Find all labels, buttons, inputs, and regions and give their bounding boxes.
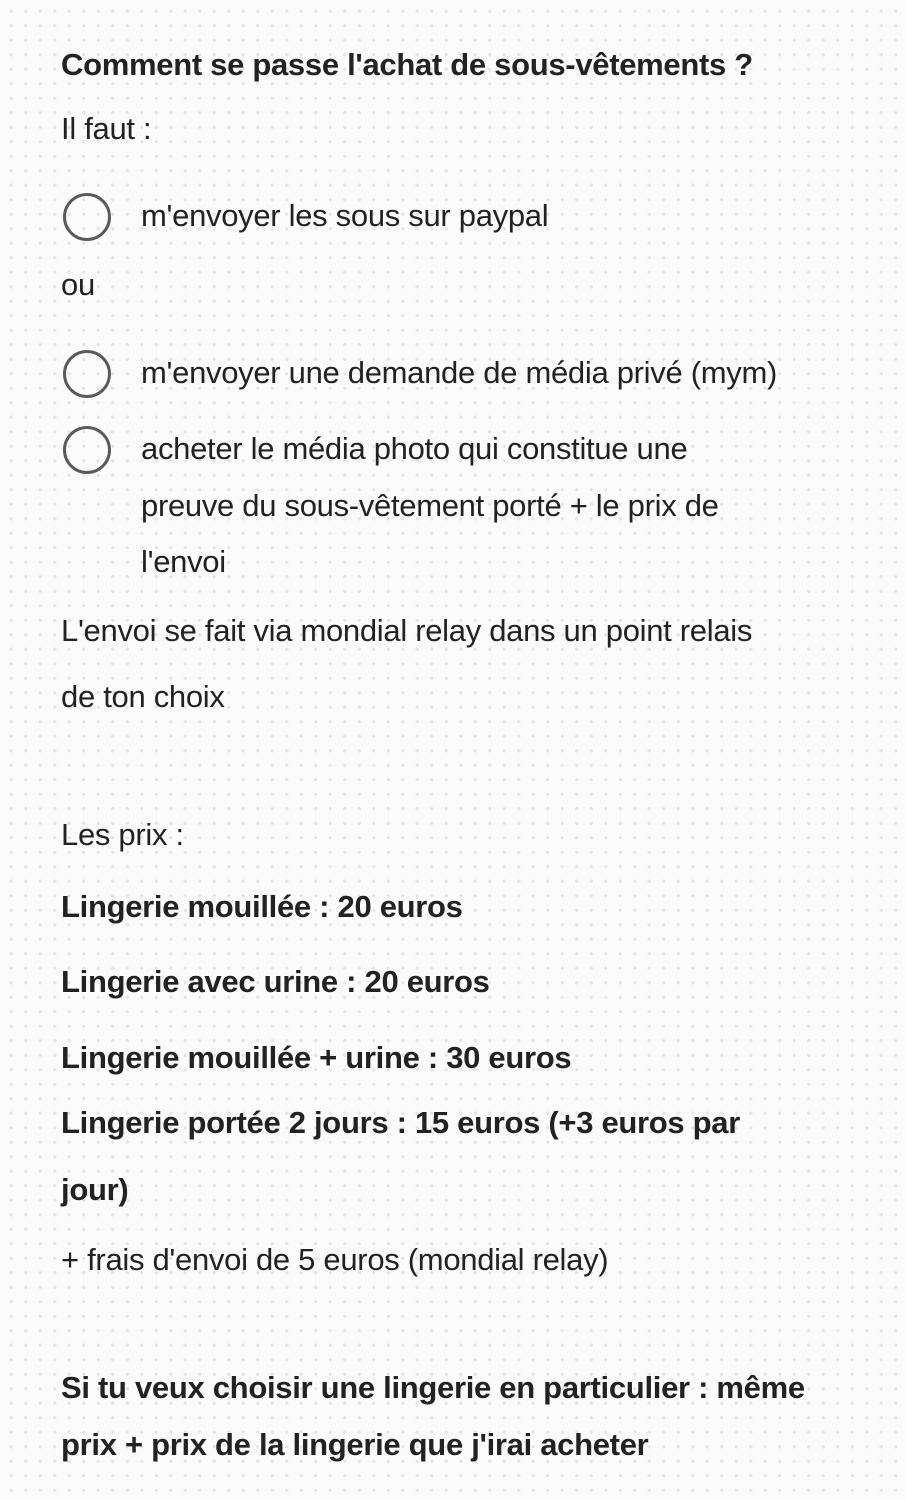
option-label-line: preuve du sous-vêtement porté + le prix de [141, 488, 719, 523]
custom-lingerie-note-line: prix + prix de la lingerie que j'irai acheter [61, 1427, 649, 1462]
option-label: m'envoyer les sous sur paypal [141, 198, 549, 233]
intro-text: Il faut : [61, 111, 152, 146]
price-item: Lingerie mouillée + urine : 30 euros [61, 1040, 572, 1075]
page-title: Comment se passe l'achat de sous-vêtements ? [61, 47, 753, 82]
radio-button[interactable] [63, 426, 111, 474]
price-item: Lingerie mouillée : 20 euros [61, 889, 463, 924]
shipping-info-line: de ton choix [61, 679, 225, 714]
price-item: Lingerie avec urine : 20 euros [61, 964, 490, 999]
radio-button[interactable] [63, 350, 111, 398]
prices-label: Les prix : [61, 817, 184, 852]
option-label-line: l'envoi [141, 544, 226, 579]
price-item-line: Lingerie portée 2 jours : 15 euros (+3 euros par [61, 1105, 741, 1140]
shipping-info-line: L'envoi se fait via mondial relay dans un point relais [61, 613, 753, 648]
custom-lingerie-note-line: Si tu veux choisir une lingerie en particulier : même [61, 1370, 805, 1405]
radio-button[interactable] [63, 193, 111, 241]
price-item-line: jour) [61, 1172, 129, 1207]
separator-text: ou [61, 267, 95, 302]
shipping-fee: + frais d'envoi de 5 euros (mondial relay) [61, 1242, 609, 1277]
option-label-line: acheter le média photo qui constitue une [141, 431, 688, 466]
option-label: m'envoyer une demande de média privé (mym) [141, 355, 777, 390]
